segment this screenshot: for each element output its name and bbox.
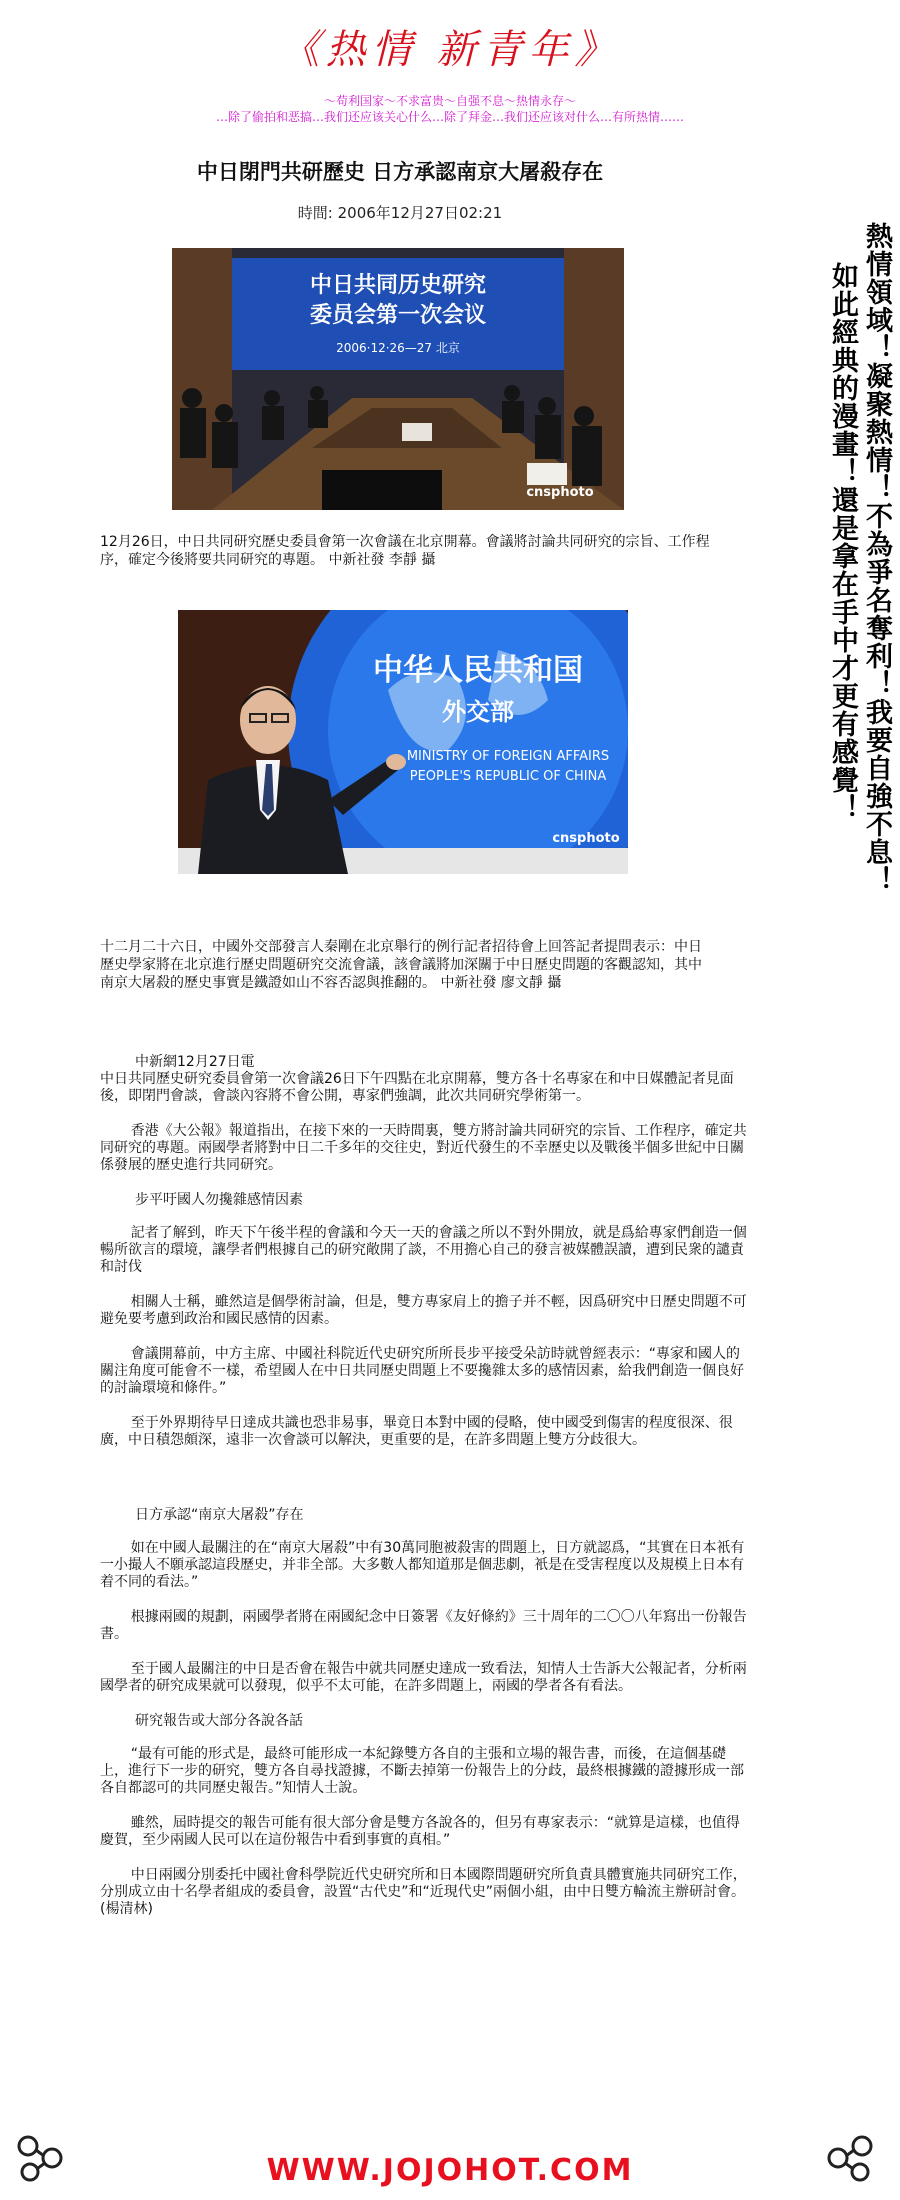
vertical-slogan-1: 熱情領域！凝聚熱情！不為爭名奪利！我要自強不息！ [861, 222, 892, 894]
backdrop-cn: 中华人民共和国 [373, 653, 583, 688]
meeting-photo-caption: 12月26日，中日共同研究歷史委員會第一次會議在北京開幕。會議將討論共同研究的宗旨、工作程序，確定今後將要共同研究的專題。 中新社發 李靜 攝 [100, 534, 710, 568]
spokesman-photo-caption: 十二月二十六日，中國外交部發言人秦剛在北京舉行的例行記者招待會上回答記者提問表示：中日歷史學家將在北京進行歷史問題研究交流會議，該會議將加深關于中日歷史問題的客觀認知，其中南京大屠殺的歷史事實是鐵證如山不容否認與推翻的。 中新社發 廖文靜 攝 [100, 939, 702, 991]
article-body [100, 1054, 750, 1936]
brand-title: 《热情 新青年》 [279, 27, 621, 73]
banner-line-3: 2006·12·26—27 北京 [336, 341, 460, 355]
article-subheading: 研究報告或大部分各說各話 [135, 1713, 303, 1729]
vertical-slogan-2: 如此經典的漫畫！還是拿在手中才更有感覺！ [827, 262, 858, 822]
photo-watermark: cnsphoto [526, 485, 594, 500]
banner-line-1: 中日共同历史研究 [309, 273, 487, 298]
article-paragraph: 如在中國人最關注的在“南京大屠殺”中有30萬同胞被殺害的問題上，日方就認爲，“其實在日本衹有一小撮人不願承認這段歷史，并非全部。大多數人都知道那是個悲劇，衹是在受害程度以及規模上日本有着不同的看法。” [100, 1540, 745, 1590]
backdrop-en-2: PEOPLE'S REPUBLIC OF CHINA [409, 769, 607, 784]
slogan-line-1: ～苟利国家～不求富贵～自强不息～热情永存～ [323, 94, 576, 108]
article-headline: 中日閉門共研歷史 日方承認南京大屠殺存在 [196, 160, 604, 184]
article-paragraph: 至于外界期待早日達成共識也恐非易事，畢竟日本對中國的侵略，使中國受到傷害的程度很深、很廣，中日積怨頗深，遠非一次會談可以解決，更重要的是，在許多問題上雙方分歧很大。 [100, 1415, 733, 1448]
backdrop-cn-2: 外交部 [442, 698, 514, 726]
article-paragraph: “最有可能的形式是，最終可能形成一本紀錄雙方各自的主張和立場的報告書，而後，在這個基礎上，進行下一步的研究，雙方各自尋找證據，不斷去掉第一份報告上的分歧，最終根據鐵的證據形成一部各自都認可的共同歷史報告。”知情人士說。 [100, 1746, 744, 1796]
article-paragraph: 記者了解到，昨天下午後半程的會議和今天一天的會議之所以不對外開放，就是爲給專家們創造一個暢所欲言的環境，讓學者們根據自己的研究敞開了談，不用擔心自己的發言被媒體誤讀，遭到民衆的譴責和討伐 [100, 1225, 747, 1275]
article-subheading: 步平吁國人勿攙雜感情因素 [135, 1192, 303, 1208]
article-paragraph: 雖然，屆時提交的報告可能有很大部分會是雙方各說各的，但另有專家表示：“就算是這樣，也值得慶賀，至少兩國人民可以在這份報告中看到事實的真相。” [100, 1815, 741, 1848]
footer-site-url[interactable]: WWW.JOJOHOT.COM [266, 2153, 634, 2188]
banner-line-2: 委员会第一次会议 [309, 303, 487, 328]
article-paragraph: 會議開幕前，中方主席、中國社科院近代史研究所所長步平接受朵訪時就曾經表示：“專家和國人的關注角度可能會不一樣，希望國人在中日共同歷史問題上不要攙雜太多的感情因素，給我們創造一個良好的討論環境和條件。” [100, 1346, 744, 1396]
article-paragraph: 根據兩國的規劃，兩國學者將在兩國紀念中日簽署《友好條約》三十周年的二〇〇八年寫出一份報告書。 [100, 1609, 747, 1642]
article-paragraph: 相關人士稱，雖然這是個學術討論，但是，雙方專家肩上的擔子并不輕，因爲研究中日歷史問題不可避免要考慮到政治和國民感情的因素。 [100, 1294, 747, 1327]
article-paragraph: 至于國人最關注的中日是否會在報告中就共同歷史達成一致看法，知情人士告訴大公報記者，分析兩國學者的研究成果就可以發現，似乎不太可能，在許多問題上，兩國的學者各有看法。 [100, 1661, 747, 1694]
meeting-photo [172, 248, 624, 510]
photo-watermark-2: cnsphoto [552, 831, 620, 846]
article-subheading: 日方承認“南京大屠殺”存在 [135, 1507, 304, 1523]
article-dateline: 時間: 2006年12月27日02:21 [297, 204, 503, 222]
backdrop-en-1: MINISTRY OF FOREIGN AFFAIRS [406, 749, 610, 764]
article-paragraph: 中日共同歷史研究委員會第一次會議26日下午四點在北京開幕，雙方各十名專家在和中日媒體記者見面後，即閉門會談，會談內容將不會公開，專家們強調，此次共同研究學術第一。 [100, 1071, 734, 1104]
article-lead-tag: 中新網12月27日電 [135, 1054, 255, 1070]
article-paragraph: 香港《大公報》報道指出，在接下來的一天時間裏，雙方將討論共同研究的宗旨、工作程序，確定共同研究的專題。兩國學者將對中日二千多年的交往史，對近代發生的不幸歷史以及戰後半個多世紀中日關係發展的歷史進行共同研究。 [100, 1123, 747, 1173]
spokesman-photo [178, 610, 628, 874]
footer-ornament-right [822, 2130, 878, 2186]
article-paragraph: 中日兩國分別委托中國社會科學院近代史研究所和日本國際問題研究所負責具體實施共同研究工作，分別成立由十名學者組成的委員會，設置“古代史”和“近現代史”兩個小組，由中日雙方輪流主辦研討會。(楊清林) [100, 1867, 747, 1917]
slogan-line-2: …除了偷拍和恶搞…我们还应该关心什么…除了拜金…我们还应该对什么…有所热情…… [215, 110, 684, 124]
